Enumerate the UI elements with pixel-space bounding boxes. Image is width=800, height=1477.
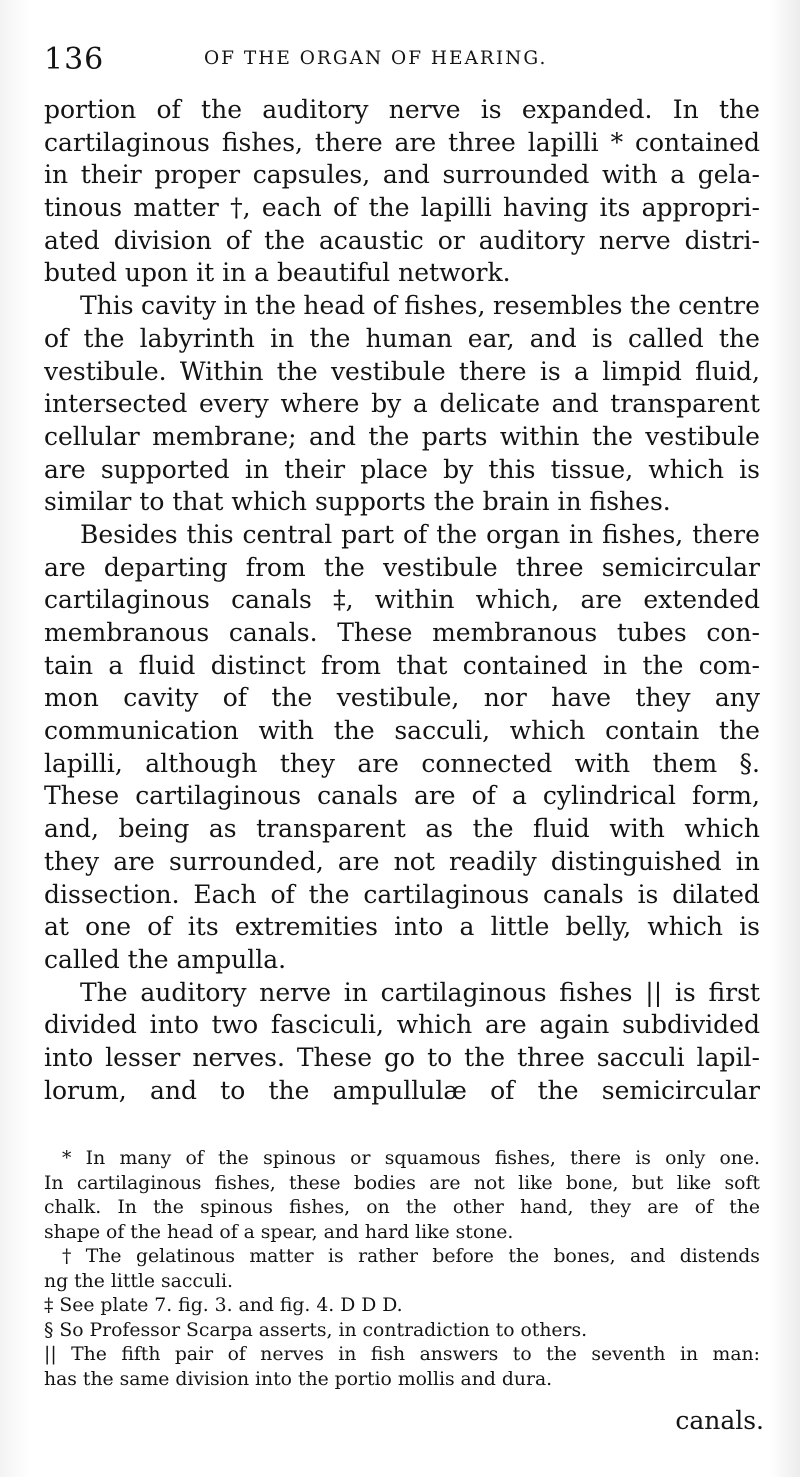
- body-line: tinous matter †, each of the lapilli having its appropri-: [44, 193, 760, 223]
- footnote-line: § So Professor Scarpa asserts, in contradiction to others.: [44, 1319, 588, 1341]
- body-line: in their proper capsules, and surrounded with a gela-: [44, 160, 760, 190]
- body-line: lapilli, although they are connected with them §.: [44, 748, 760, 778]
- body-line: lorum, and to the ampullulæ of the semicircular: [44, 1075, 760, 1105]
- body-line: buted upon it in a beautiful network.: [44, 258, 511, 288]
- footnote-line: has the same division into the portio mollis and dura.: [44, 1368, 553, 1390]
- footnote-line: chalk. In the spinous fishes, on the other hand, they are of the: [44, 1197, 760, 1219]
- footnote-line: * In many of the spinous or squamous fishes, there is only one.: [62, 1148, 760, 1170]
- footnote-line: ng the little sacculi.: [44, 1270, 233, 1292]
- body-line: cartilaginous canals ‡, within which, are extended: [44, 585, 760, 615]
- body-line: at one of its extremities into a little belly, which is: [44, 912, 760, 942]
- catchword: canals.: [675, 1406, 764, 1435]
- body-line: dissection. Each of the cartilaginous canals is dilated: [44, 879, 760, 909]
- body-line: These cartilaginous canals are of a cylindrical form,: [44, 781, 760, 811]
- body-line: and, being as transparent as the fluid with which: [44, 814, 760, 844]
- page-number: 136: [44, 42, 105, 77]
- body-line: called the ampulla.: [44, 944, 287, 974]
- body-line: they are surrounded, are not readily distinguished in: [44, 846, 760, 876]
- body-line: intersected every where by a delicate and transparent: [44, 389, 760, 419]
- page-header: [44, 42, 760, 94]
- body-line: Besides this central part of the organ in fishes, there: [80, 519, 760, 549]
- footnote-line: shape of the head of a spear, and hard like stone.: [44, 1221, 514, 1243]
- body-line: cartilaginous fishes, there are three lapilli * contained: [44, 127, 760, 157]
- body-line: of the labyrinth in the human ear, and is called the: [44, 323, 760, 353]
- body-line: mon cavity of the vestibule, nor have they any: [44, 683, 760, 713]
- footnotes: [44, 1147, 760, 1392]
- body-line: membranous canals. These membranous tubes con-: [44, 618, 760, 647]
- body-line: tain a fluid distinct from that contained in the com-: [44, 650, 760, 680]
- running-title: OF THE ORGAN OF HEARING.: [204, 48, 548, 69]
- body-line: The auditory nerve in cartilaginous fishes || is first: [80, 977, 760, 1007]
- footnote-line: ‡ See plate 7. fig. 3. and fig. 4. D D D.: [44, 1295, 403, 1317]
- body-line: ated division of the acaustic or auditory nerve distri-: [44, 225, 760, 255]
- footnote-line: † The gelatinous matter is rather before the bones, and distends: [62, 1246, 760, 1268]
- footnote-line: || The fifth pair of nerves in fish answers to the seventh in man:: [44, 1344, 760, 1366]
- body-line: cellular membrane; and the parts within the vestibule: [44, 421, 760, 451]
- body-line: into lesser nerves. These go to the three sacculi lapil-: [44, 1042, 760, 1072]
- footnote-line: In cartilaginous fishes, these bodies are not like bone, but like soft: [44, 1172, 760, 1194]
- body-line: portion of the auditory nerve is expanded. In the: [44, 95, 760, 124]
- body-line: communication with the sacculi, which contain the: [44, 716, 760, 746]
- body-text: [44, 94, 760, 1107]
- body-line: are supported in their place by this tissue, which is: [44, 454, 760, 484]
- body-line: vestibule. Within the vestibule there is a limpid fluid,: [44, 356, 760, 386]
- body-line: This cavity in the head of fishes, resembles the centre: [80, 291, 760, 321]
- body-line: similar to that which supports the brain in fishes.: [44, 487, 671, 517]
- body-line: divided into two fasciculi, which are again subdivided: [44, 1010, 760, 1040]
- body-line: are departing from the vestibule three semicircular: [44, 552, 760, 582]
